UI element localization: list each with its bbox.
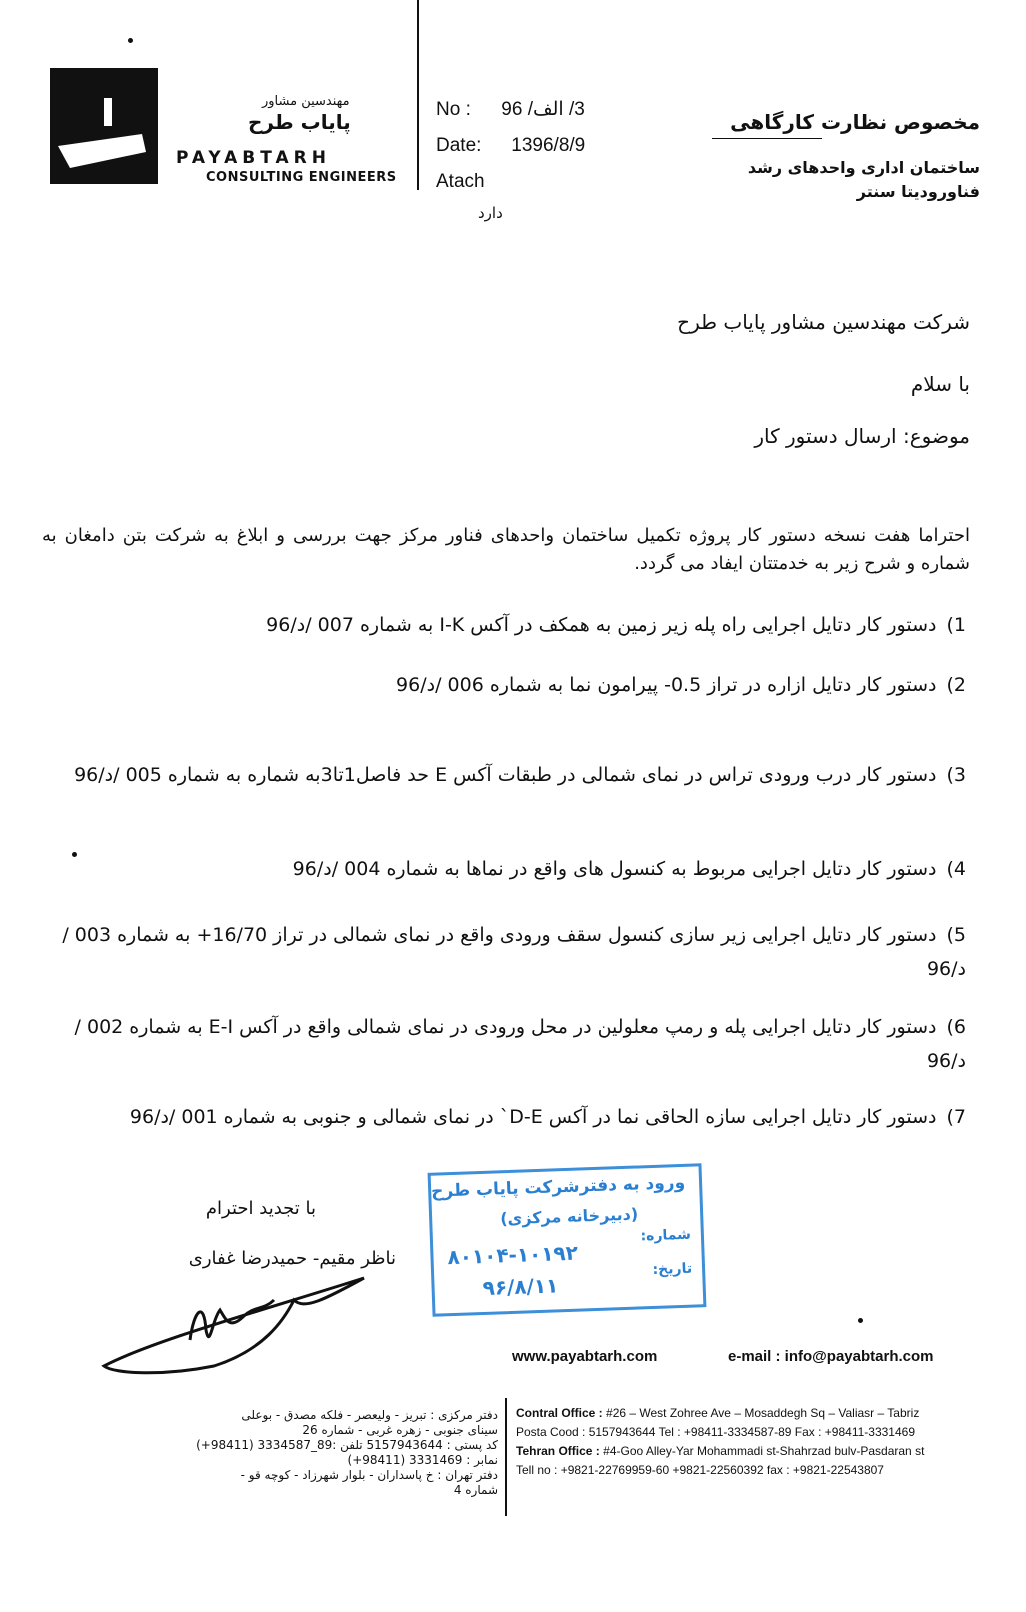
letter-date-label: Date: (436, 135, 482, 156)
item-number: 5) (946, 924, 966, 946)
stamp-number-label: شماره: (640, 1226, 692, 1245)
letter-subject: موضوع: ارسال دستور کار (754, 424, 970, 448)
item-text: دستور کار دتایل اجرایی پله و رمپ معلولین در محل ورودی در نمای شمالی واقع در آکس E-I به شماره 002 /د/96 (74, 1016, 966, 1072)
footer-fa-line: شماره 4 (453, 1483, 498, 1497)
letter-greeting: با سلام (910, 372, 970, 396)
work-order-item (42, 668, 966, 702)
letter-attach-label: Atach (436, 171, 485, 192)
letter-number-label: No : (436, 99, 471, 120)
letter-date-value: 1396/8/9 (511, 135, 586, 156)
stamp-title: ورود به دفترشرکت پایاب طرح (430, 1172, 686, 1202)
item-number: 7) (946, 1106, 966, 1128)
work-order-item (42, 852, 966, 886)
work-order-item (42, 1100, 966, 1134)
registration-stamp (428, 1163, 707, 1316)
letter-attach-row (436, 164, 585, 200)
footer-persian-address (28, 1408, 498, 1498)
item-text: دستور کار دتایل ازاره در تراز 0.5- پیرامون نما به شماره 006 /د/96 (396, 674, 937, 696)
work-order-item (42, 758, 966, 792)
footer-divider (505, 1398, 507, 1516)
item-text: دستور کار درب ورودی تراس در نمای شمالی در طبقات آکس E حد فاصل1تا3به شماره به شماره 005 /د/96 (74, 764, 937, 786)
logo-english-subtitle: CONSULTING ENGINEERS (206, 170, 397, 185)
footer-fa-line: نمابر : 3331469 (98411+) (347, 1453, 498, 1467)
logo-english-name: PAYABTARH (176, 148, 331, 168)
letter-recipient: شرکت مهندسین مشاور پایاب طرح (677, 310, 970, 334)
logo-persian-caption: مهندسین مشاور (262, 94, 350, 109)
item-text: دستور کار دتایل اجرایی سازه الحاقی نما در آکس D-E` در نمای شمالی و جنوبی به شماره 001 /د/96 (129, 1106, 937, 1128)
letter-number-value: 3/ الف/ 96 (501, 99, 585, 120)
item-text: دستور کار دتایل اجرایی زیر سازی کنسول سقف ورودی واقع در نمای شمالی در تراز 16/70+ به شماره 003 /د/96 (62, 924, 966, 980)
header-divider (417, 0, 419, 190)
item-number: 1) (946, 614, 966, 636)
footer-en-text: #26 – West Zohree Ave – Mosaddegh Sq – Valiasr – Tabriz (606, 1406, 920, 1420)
work-order-item (42, 608, 966, 642)
stamp-number-value: ۸۰۱۰۴-۱۰۱۹۲ (447, 1240, 579, 1270)
footer-en-text: Tell no : +9821-22769959-60 +9821-22560392 fax : +9821-22543807 (516, 1463, 884, 1477)
stamp-subtitle: (دبیرخانه مرکزی) (499, 1204, 639, 1229)
item-text: دستور کار دتایل اجرایی مربوط به کنسول های واقع در نماها به شماره 004 /د/96 (292, 858, 937, 880)
letter-attach-value: دارد (478, 204, 503, 222)
confidential-underline (712, 138, 822, 139)
footer-en-label: Tehran Office : (516, 1444, 600, 1458)
footer-en-line (516, 1423, 1016, 1442)
footer-en-line (516, 1442, 1016, 1461)
letter-signer: ناظر مقیم- حمیدرضا غفاری (188, 1248, 396, 1269)
stamp-date-value: ۹۶/۸/۱۱ (482, 1273, 559, 1300)
item-text: دستور کار دتایل اجرایی راه پله زیر زمین به همکف در آکس I-K به شماره 007 /د/96 (266, 614, 937, 636)
confidential-heading: مخصوص نظارت کارگاهی (730, 110, 980, 134)
company-logo-icon (50, 68, 158, 184)
letter-meta (436, 92, 585, 200)
item-number: 2) (946, 674, 966, 696)
logo-persian-name: پایاب طرح (248, 110, 351, 134)
letter-number-row (436, 92, 585, 128)
footer-en-text: #4-Goo Alley-Yar Mohammadi st-Shahrzad bulv-Pasdaran st (603, 1444, 925, 1458)
signature-icon (94, 1270, 394, 1380)
footer-fa-line: سینای جنوبی - زهره غربی - شماره 26 (302, 1423, 498, 1437)
item-number: 6) (946, 1016, 966, 1038)
work-order-item (42, 1010, 966, 1078)
item-number: 3) (946, 764, 966, 786)
footer-en-line (516, 1404, 1016, 1423)
item-number: 4) (946, 858, 966, 880)
stamp-date-label: تاریخ: (652, 1260, 693, 1279)
footer-fa-line: کد پستی : 5157943644 تلفن :89_3334587 (98411+) (196, 1438, 498, 1452)
speck-mark (858, 1318, 863, 1323)
footer-fa-line: دفتر مرکزی : تبریز - ولیعصر - فلکه مصدق - بوعلی (241, 1408, 498, 1422)
footer-english-address (516, 1404, 1016, 1480)
letter-intro-paragraph: احتراما هفت نسخه دستور کار پروژه تکمیل ساختمان واحدهای فناور مرکز جهت بررسی و ابلاغ به شرکت بتن دامغان به شماره و شرح زیر به خدمتتان ایفاد می گردد. (42, 525, 970, 574)
building-name-line1: ساختمان اداری واحدهای رشد (747, 158, 980, 177)
speck-mark (72, 852, 77, 857)
speck-mark (128, 38, 133, 43)
building-name-line2: فناوروديتا سنتر (856, 182, 980, 201)
letter-closing: با تجدید احترام (205, 1198, 316, 1219)
footer-en-line (516, 1461, 1016, 1480)
work-order-item (42, 918, 966, 986)
footer-fa-line: دفتر تهران : خ پاسداران - بلوار شهرزاد - کوچه قو - (240, 1468, 498, 1482)
footer-website: www.payabtarh.com (512, 1348, 658, 1365)
letter-date-row (436, 128, 585, 164)
footer-email: e-mail : info@payabtarh.com (728, 1348, 934, 1365)
footer-en-text: Posta Cood : 5157943644 Tel : +98411-3334587-89 Fax : +98411-3331469 (516, 1425, 915, 1439)
footer-en-label: Contral Office : (516, 1406, 603, 1420)
